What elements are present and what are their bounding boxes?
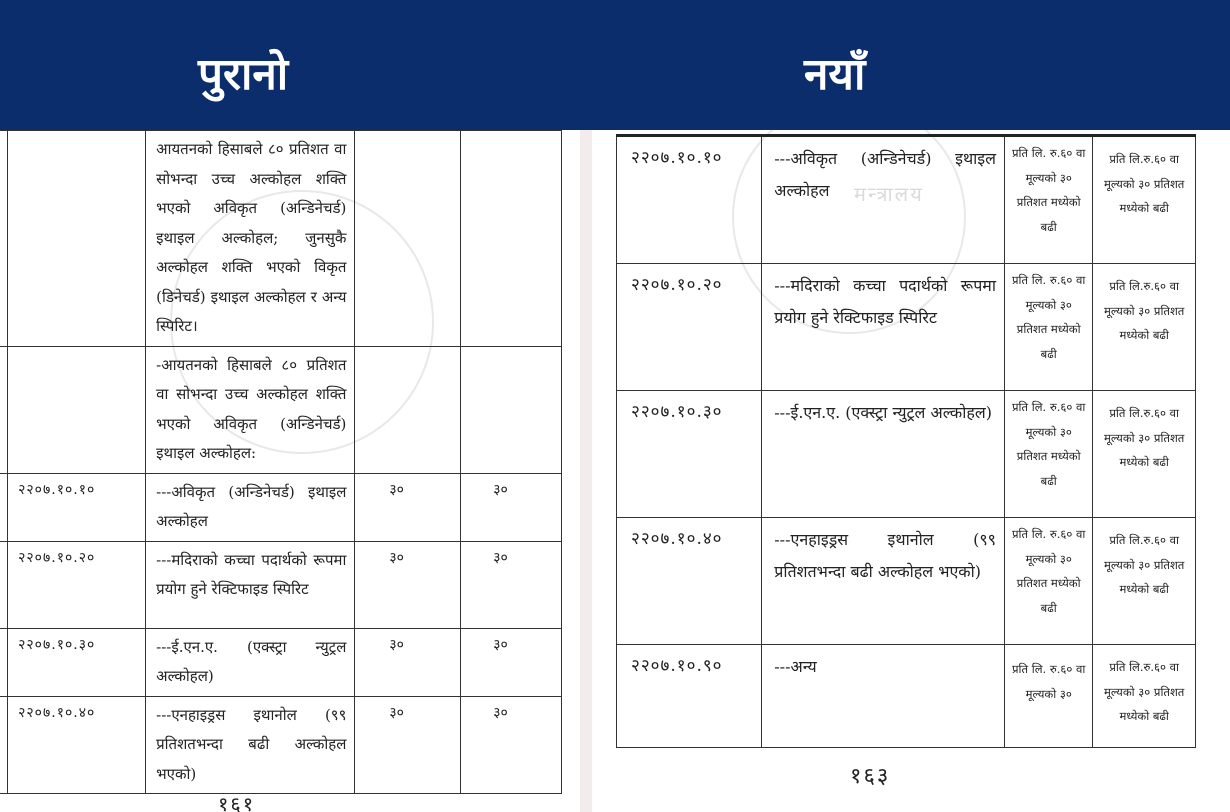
description: आयतनको हिसाबले ८० प्रतिशत वा सोभन्दा उच्च अल्कोहल शक्ति भएको अविकृत (अन्डिनेचर्ड) इथाइल अल्कोहल; जुनसुकै अल्कोहल शक्ति भएको विकृत (डिनेचर्ड) इथाइल अल्कोहल र अन्य स्पिरिट।	[146, 131, 355, 347]
rate-cell: प्रति लि.रु.६० वा मूल्यको ३० प्रतिशत मध्येको बढी	[1093, 136, 1196, 264]
description: -आयतनको हिसाबले ८० प्रतिशत वा सोभन्दा उच्च अल्कोहल शक्ति भएको अविकृत (अन्डिनेचर्ड) इथाइल अल्कोहल:	[146, 346, 355, 473]
description: ---ई.एन.ए. (एक्स्ट्रा न्युट्रल अल्कोहल)	[762, 391, 1005, 518]
hs-code	[8, 346, 146, 473]
rate-cell: प्रति लि. रु.६० वा मूल्यको ३०	[1005, 645, 1093, 748]
hs-code: २२०७.१०.१०	[8, 473, 146, 541]
hs-code: २२०७.१०.१०	[617, 136, 762, 264]
table-row	[617, 645, 1196, 748]
rate-cell: ३०	[461, 541, 562, 628]
description: ---ई.एन.ए. (एक्स्ट्रा न्युट्रल अल्कोहल)	[146, 628, 355, 696]
rate-cell	[355, 131, 461, 347]
rate-cell: ३०	[355, 628, 461, 696]
rate-cell	[461, 346, 562, 473]
table-row	[617, 391, 1196, 518]
hs-code: २२०७.१०.४०	[8, 696, 146, 794]
description: ---अविकृत (अन्डिनेचर्ड) इथाइल अल्कोहल	[762, 136, 1005, 264]
table-row	[617, 518, 1196, 645]
seal-watermark-text: मन्त्रालय	[854, 182, 924, 206]
rate-cell	[355, 346, 461, 473]
hs-code: २२०७.१०.४०	[617, 518, 762, 645]
rate-cell: प्रति लि.रु.६० वा मूल्यको ३० प्रतिशत मध्येको बढी	[1093, 264, 1196, 391]
rate-cell	[461, 131, 562, 347]
old-document-panel	[0, 130, 580, 812]
old-title: पुरानो	[198, 49, 289, 100]
table-row	[0, 696, 562, 794]
table-row	[617, 264, 1196, 391]
hs-code: २२०७.१०.९०	[617, 645, 762, 748]
hs-code: २२०७.१०.२०	[8, 541, 146, 628]
header-banner	[0, 0, 1230, 130]
rate-cell: प्रति लि. रु.६० वा मूल्यको ३० प्रतिशत मध्येको बढी	[1005, 264, 1093, 391]
old-tariff-table	[0, 130, 562, 794]
rate-cell: प्रति लि.रु.६० वा मूल्यको ३० प्रतिशत मध्येको बढी	[1093, 518, 1196, 645]
new-document-panel	[592, 130, 1230, 812]
table-row	[0, 541, 562, 628]
rate-cell: प्रति लि. रु.६० वा मूल्यको ३० प्रतिशत मध्येको बढी	[1005, 391, 1093, 518]
new-title: नयाँ	[804, 49, 866, 100]
rate-cell: प्रति लि. रु.६० वा मूल्यको ३० प्रतिशत मध्येको बढी	[1005, 518, 1093, 645]
rate-cell: ३०	[461, 473, 562, 541]
table-row	[0, 131, 562, 347]
rate-cell: ३०	[461, 628, 562, 696]
rate-cell: ३०	[355, 541, 461, 628]
rate-cell: ३०	[355, 696, 461, 794]
description: ---अन्य	[762, 645, 1005, 748]
panel-divider	[580, 130, 592, 812]
rate-cell: ३०	[355, 473, 461, 541]
rate-cell: ३०	[461, 696, 562, 794]
description: ---एनहाइड्रस इथानोल (९९ प्रतिशतभन्दा बढी अल्कोहल भएको)	[146, 696, 355, 794]
hs-code: २२०७.१०.२०	[617, 264, 762, 391]
description: ---एनहाइड्रस इथानोल (९९ प्रतिशतभन्दा बढी अल्कोहल भएको)	[762, 518, 1005, 645]
page-number: १६३	[850, 764, 891, 789]
page-number: १६१	[218, 792, 256, 812]
table-row	[617, 136, 1196, 264]
description: ---मदिराको कच्चा पदार्थको रूपमा प्रयोग हुने रेक्टिफाइड स्पिरिट	[762, 264, 1005, 391]
rate-cell: प्रति लि. रु.६० वा मूल्यको ३० प्रतिशत मध्येको बढी	[1005, 136, 1093, 264]
hs-code	[8, 131, 146, 347]
new-tariff-table	[616, 134, 1196, 748]
rate-cell: प्रति लि.रु.६० वा मूल्यको ३० प्रतिशत मध्येको बढी	[1093, 391, 1196, 518]
table-row	[0, 346, 562, 473]
description: ---मदिराको कच्चा पदार्थको रूपमा प्रयोग हुने रेक्टिफाइड स्पिरिट	[146, 541, 355, 628]
table-row	[0, 473, 562, 541]
rate-cell: प्रति लि.रु.६० वा मूल्यको ३० प्रतिशत मध्येको बढी	[1093, 645, 1196, 748]
hs-code: २२०७.१०.३०	[617, 391, 762, 518]
table-row	[0, 628, 562, 696]
hs-code: २२०७.१०.३०	[8, 628, 146, 696]
description: ---अविकृत (अन्डिनेचर्ड) इथाइल अल्कोहल	[146, 473, 355, 541]
